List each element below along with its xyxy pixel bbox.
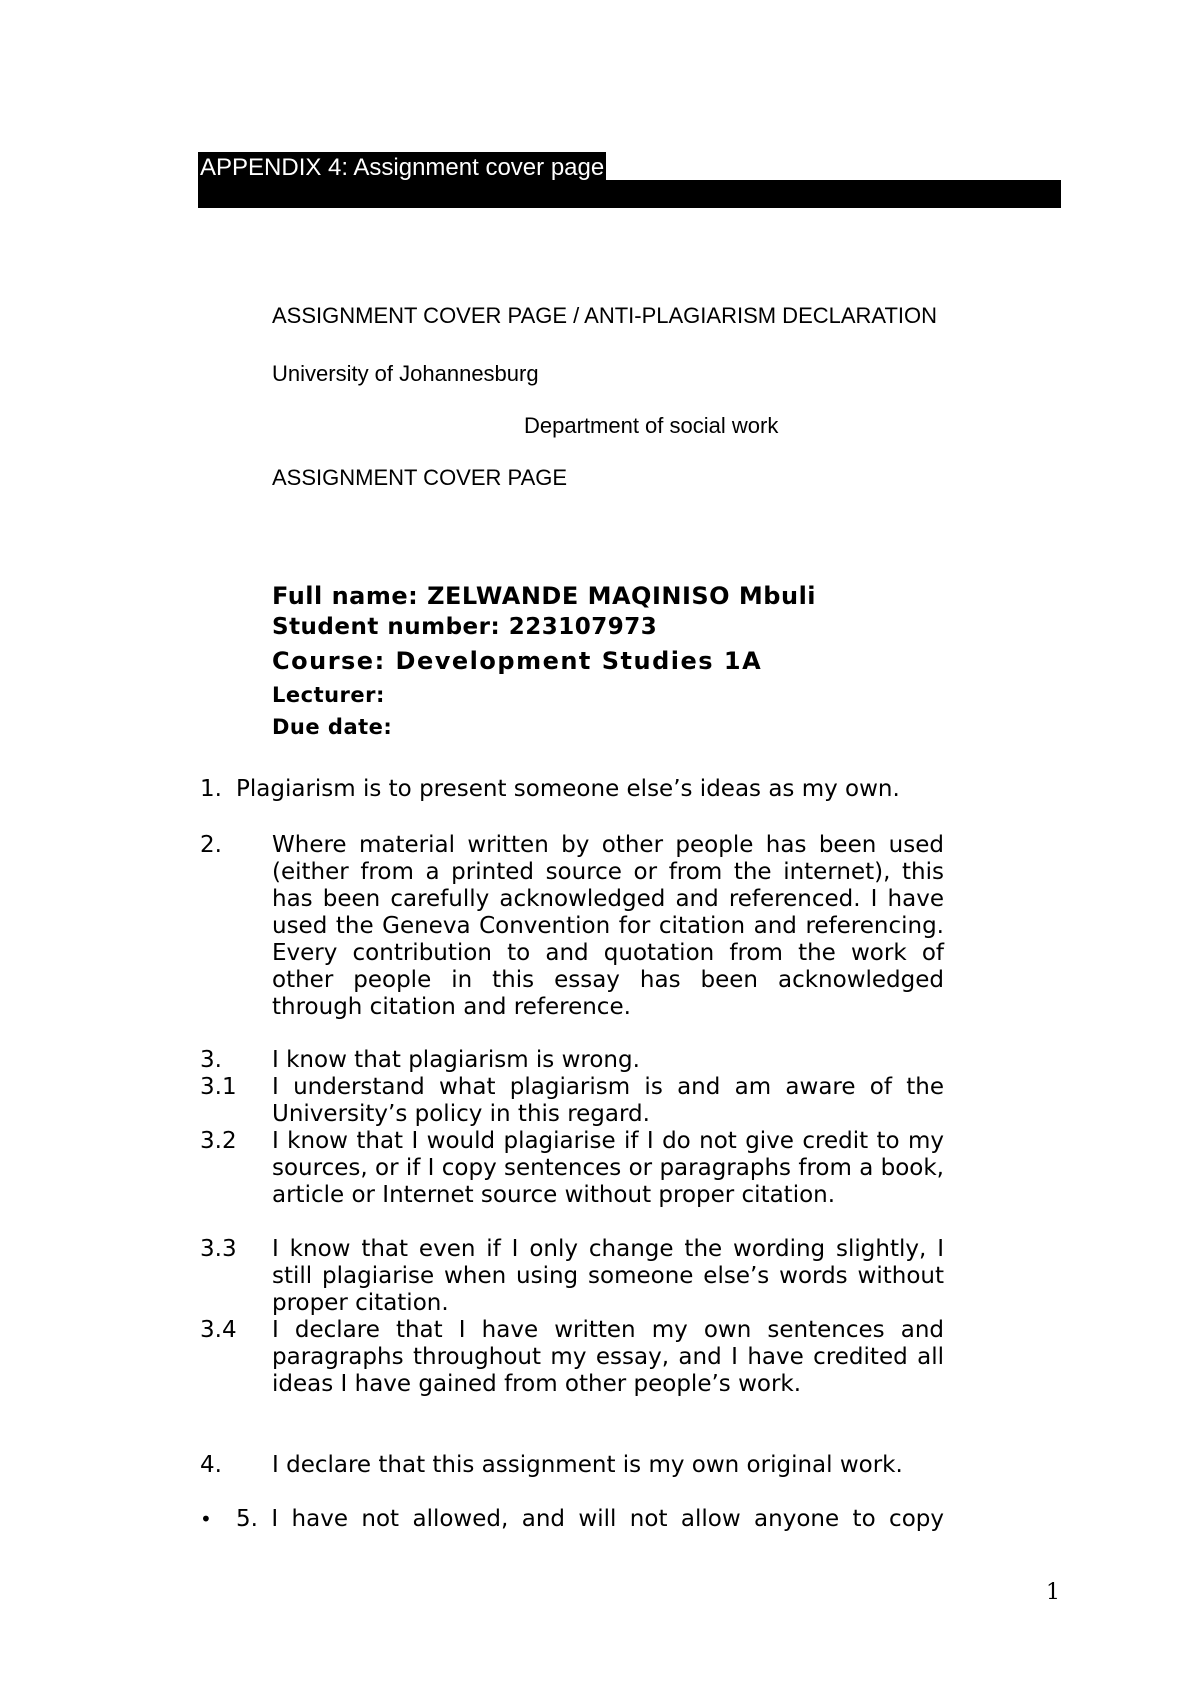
item-1-text: Plagiarism is to present someone else’s ideas as my own. — [236, 776, 900, 802]
item-4-number: 4. — [200, 1452, 222, 1478]
course-label: Course: — [272, 647, 386, 675]
student-number-label: Student number: — [272, 614, 501, 640]
full-name-value: ZELWANDE MAQINISO Mbuli — [427, 582, 817, 610]
item-3-4-text: I declare that I have written my own sentences and paragraphs throughout my essay, and I have credited all ideas I have gained from other people’s work. — [272, 1317, 944, 1397]
item-1-number: 1. — [200, 776, 222, 802]
item-3-4-number: 3.4 — [200, 1317, 237, 1343]
full-name-label: Full name: — [272, 582, 419, 610]
due-date-line — [272, 715, 392, 739]
student-number-line — [272, 614, 657, 640]
item-3-3-text: I know that even if I only change the wording slightly, I still plagiarise when using someone else’s words without proper citation. — [272, 1236, 944, 1316]
student-number-value: 223107973 — [508, 614, 658, 640]
full-name-line — [272, 582, 816, 610]
due-date-label: Due date: — [272, 715, 393, 739]
cover-title: ASSIGNMENT COVER PAGE — [272, 465, 568, 490]
item-3-1-text: I understand what plagiarism is and am aware of the University’s policy in this regard. — [272, 1074, 944, 1127]
appendix-label: APPENDIX 4: Assignment cover page — [198, 152, 606, 184]
course-value: Development Studies 1A — [395, 647, 763, 675]
item-5-text: 5. I have not allowed, and will not allow anyone to copy — [236, 1506, 944, 1532]
item-3-2-text: I know that I would plagiarise if I do not give credit to my sources, or if I copy sentences or paragraphs from a book, article or Internet source without proper citation. — [272, 1128, 944, 1208]
item-2-text: Where material written by other people has been used (either from a printed source or from the internet), this has been carefully acknowledged and referenced. I have used the Geneva Convention for citation and referencing. Every contribution to and quotation from the work of other people in this essay has been acknowledged through citation and reference. — [272, 832, 944, 1020]
item-4-text: I declare that this assignment is my own original work. — [272, 1452, 903, 1478]
lecturer-line — [272, 683, 385, 707]
appendix-bar — [198, 180, 1061, 208]
item-3-2-number: 3.2 — [200, 1128, 237, 1154]
declaration-title: ASSIGNMENT COVER PAGE / ANTI-PLAGIARISM DECLARATION — [272, 303, 938, 328]
item-5-bullet: • — [200, 1507, 212, 1531]
item-3-text: I know that plagiarism is wrong. — [272, 1047, 640, 1073]
course-line — [272, 647, 762, 675]
item-3-1-number: 3.1 — [200, 1074, 237, 1100]
department-name: Department of social work — [524, 413, 779, 438]
item-2-number: 2. — [200, 832, 222, 858]
page-number: 1 — [1046, 1580, 1060, 1605]
university-name: University of Johannesburg — [272, 361, 539, 386]
item-3-number: 3. — [200, 1047, 222, 1073]
lecturer-label: Lecturer: — [272, 683, 385, 707]
item-3-3-number: 3.3 — [200, 1236, 237, 1262]
